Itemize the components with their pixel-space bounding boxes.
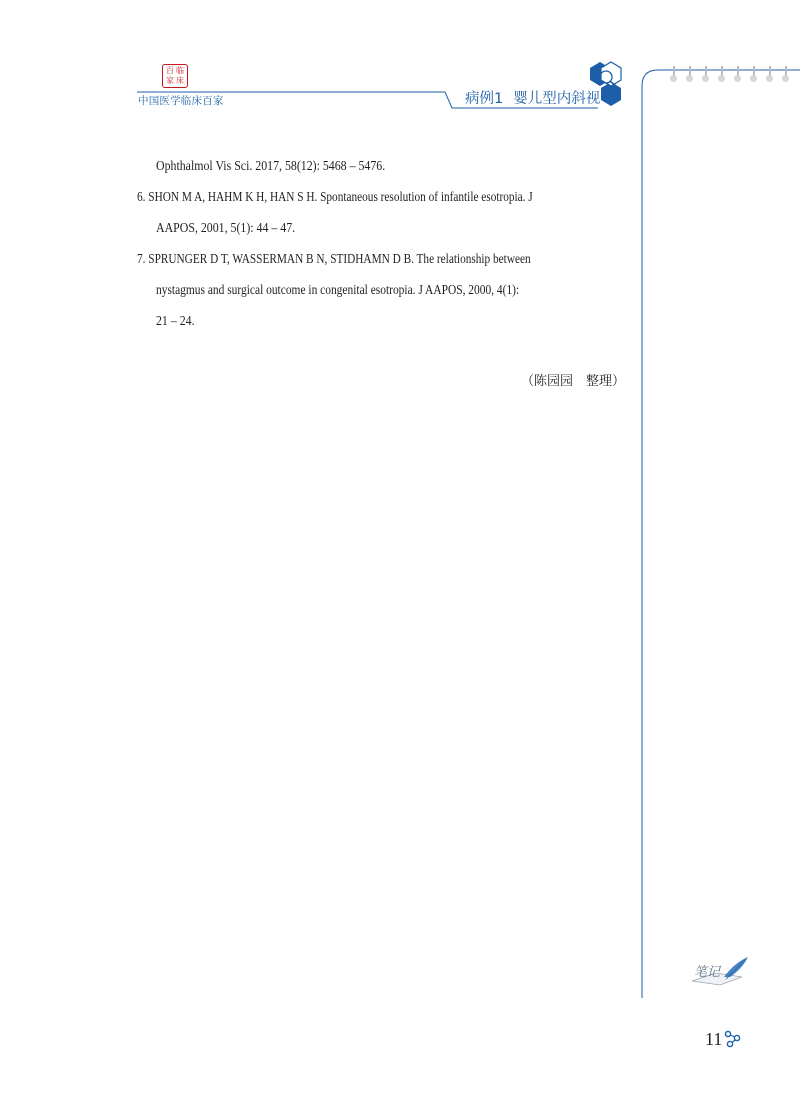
chapter-title bbox=[465, 87, 600, 108]
reference-continuation-line: Ophthalmol Vis Sci. 2017, 58(12): 5468 – 5476. bbox=[156, 158, 386, 173]
notebook-binding-rings bbox=[666, 66, 800, 86]
reference-7-line-2: nystagmus and surgical outcome in congenital esotropia. J AAPOS, 2000, 4(1): bbox=[156, 282, 520, 297]
reference-6-line-1: 6. SHON M A, HAHM K H, HAN S H. Spontaneous resolution of infantile esotropia. J bbox=[137, 189, 533, 204]
binding-ring bbox=[782, 66, 790, 86]
binding-ring bbox=[718, 66, 726, 86]
binding-ring bbox=[686, 66, 694, 86]
editor-credit: （陈园园 整理） bbox=[521, 374, 626, 389]
binding-ring bbox=[750, 66, 758, 86]
notes-column-border bbox=[642, 70, 800, 998]
reference-7-line-3: 21 – 24. bbox=[156, 313, 195, 328]
logo-char: 临 bbox=[176, 66, 184, 75]
case-title: 婴儿型内斜视 bbox=[513, 91, 601, 107]
logo-char: 家 bbox=[166, 76, 174, 85]
reference-6-line-2: AAPOS, 2001, 5(1): 44 – 47. bbox=[156, 220, 296, 235]
case-number: 病例1 bbox=[465, 91, 504, 107]
molecule-icon bbox=[724, 1030, 742, 1048]
header-rule-slant bbox=[445, 92, 452, 108]
binding-ring bbox=[702, 66, 710, 86]
page-number: 11 bbox=[705, 1029, 723, 1049]
notes-label-text: 笔记 bbox=[694, 965, 721, 980]
logo-char: 床 bbox=[176, 76, 184, 85]
notes-label bbox=[690, 955, 750, 987]
reference-7-line-1: 7. SPRUNGER D T, WASSERMAN B N, STIDHAMN D B. The relationship between bbox=[137, 251, 531, 266]
series-title: 中国医学临床百家 bbox=[138, 95, 224, 107]
publisher-seal-logo bbox=[162, 64, 188, 88]
logo-char: 百 bbox=[166, 66, 174, 75]
binding-ring bbox=[766, 66, 774, 86]
binding-ring bbox=[670, 66, 678, 86]
binding-ring bbox=[734, 66, 742, 86]
